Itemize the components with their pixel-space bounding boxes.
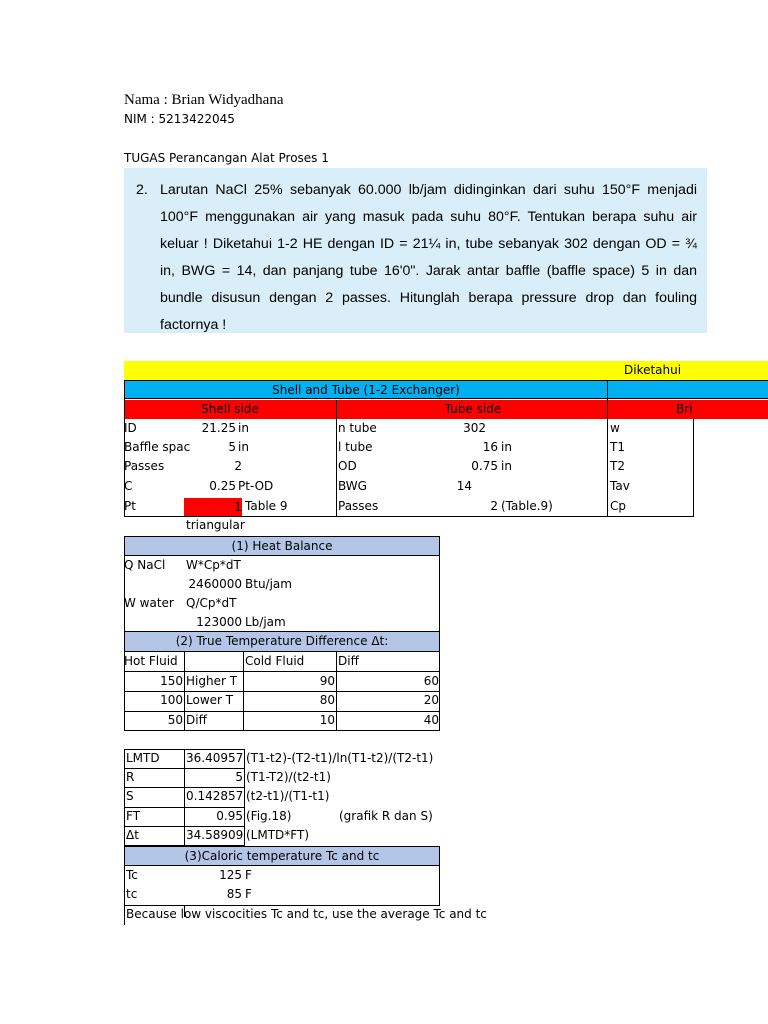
w-formula: Q/Cp*dT [186,596,237,610]
shell-unit: Table 9 [245,499,288,513]
tube-value: 16 [482,440,498,454]
problem-text: Larutan NaCl 25% sebanyak 60.000 lb/jam didinginkan dari suhu 150°F menjadi 100°F menggunakan air yang masuk pada suhu 80°F. Tentukan berapa suhu air keluar ! Diketahui 1-2 HE dengan ID = 21¼ in, tube sebanyak 302 dengan OD = ¾ in, BWG = 14, dan panjang tube 16'0". Jarak antar baffle (baffle space) 5 in dan bundle disusun dengan 2 passes. Hitunglah berapa pressure drop dan fouling factornya ! [160,182,697,333]
diketahui-bar [124,361,768,380]
tube-label: BWG [338,479,367,493]
student-name: Nama : Brian Widyadhana [124,92,284,108]
ttd-header-diff: Diff [338,654,359,668]
brine-label-row: w [610,421,620,435]
caloric-note: Because low viscocities Tc and tc, use the average Tc and tc [126,907,487,921]
q-formula: W*Cp*dT [186,558,241,572]
brine-label-row: Cp [610,499,626,513]
heat-balance-title: (1) Heat Balance [231,539,333,553]
ttd-cold: 90 [319,674,335,688]
ttd-header-cold: Cold Fluid [245,654,305,668]
lmtd-label: R [126,770,135,784]
tube-label: Passes [338,499,379,513]
ttd-diff: 60 [423,674,439,688]
w-unit: Lb/jam [245,615,286,629]
lmtd-formula: (t2-t1)/(T1-t1) [246,789,330,803]
ttd-hot: 150 [160,674,183,688]
shell-label: ID [124,421,137,435]
lmtd-value: 0.95 [216,809,243,823]
lmtd-formula: (LMTD*FT) [246,828,309,842]
caloric-header [125,847,439,866]
shell-unit: Pt-OD [238,479,274,493]
exchanger-label: Shell and Tube (1-2 Exchanger) [272,383,460,397]
student-nim: NIM : 5213422045 [124,112,235,126]
caloric-label: tc [126,887,138,901]
problem-number: 2. [136,182,148,198]
diketahui-label: Diketahui [624,363,682,377]
ttd-row-label: Lower T [186,693,234,707]
brine-label-row: T2 [610,459,625,473]
brine-label-row: T1 [610,440,625,454]
task-title: TUGAS Perancangan Alat Proses 1 [124,151,329,165]
lmtd-note: (grafik R dan S) [339,809,433,823]
w-label: W water [124,596,174,610]
lmtd-label: Δt [126,828,139,842]
tube-label: l tube [338,440,373,454]
ttd-row-label: Diff [186,713,207,727]
shell-value: 2 [234,459,242,473]
ttd-diff: 40 [423,713,439,727]
shell-value: 5 [228,440,236,454]
lmtd-value: 34.58909 [186,828,244,842]
shell-label: Pt [124,499,136,513]
caloric-value: 125 [219,868,242,882]
lmtd-value: 0.142857 [186,789,244,803]
q-value: 2460000 [188,577,242,591]
ttd-header [125,632,439,652]
shell-label: Baffle spac [124,440,191,454]
tube-unit: in [501,440,512,454]
tube-value: 14 [456,479,472,493]
q-unit: Btu/jam [245,577,292,591]
tube-label: OD [338,459,357,473]
tube-value: 2 [490,499,498,513]
tube-label: n tube [338,421,377,435]
tube-unit: (Table.9) [501,499,553,513]
lmtd-value: 5 [235,770,243,784]
ttd-hot: 100 [160,693,183,707]
lmtd-formula: (Fig.18) [246,809,292,823]
shell-value: 0.25 [209,479,236,493]
lmtd-formula: (T1-T2)/(t2-t1) [246,770,331,784]
lmtd-label: FT [126,809,141,823]
w-value: 123000 [196,615,242,629]
caloric-unit: F [245,868,252,882]
shell-unit: in [238,421,249,435]
tube-unit: in [501,459,512,473]
exchanger-bar [124,380,768,399]
shell-label: C [124,479,133,493]
ttd-title: (2) True Temperature Difference Δt: [175,634,389,648]
shell-side-label: Shell side [201,402,259,416]
caloric-title: (3)Caloric temperature Tc and tc [184,849,380,863]
lmtd-value: 36.40957 [186,751,244,765]
shell-label: Passes [124,459,165,473]
heat-balance-header [125,537,439,556]
pt-value-highlight: 1 [184,498,242,516]
sides-bar [124,400,768,419]
shell-unit: in [238,440,249,454]
shell-value: 21.25 [201,421,236,435]
ttd-hot: 50 [167,713,183,727]
lmtd-label: S [126,789,134,803]
ttd-diff: 20 [423,693,439,707]
tube-value: 0.75 [471,459,498,473]
triangular-note: triangular [186,518,245,532]
ttd-cold: 10 [319,713,335,727]
caloric-unit: F [245,887,252,901]
caloric-label: Tc [126,868,138,882]
lmtd-label: LMTD [126,751,160,765]
ttd-cold: 80 [319,693,335,707]
ttd-header-hot: Hot Fluid [124,654,178,668]
lmtd-formula: (T1-t2)-(T2-t1)/ln(T1-t2)/(T2-t1) [246,751,434,765]
brine-label: Bri [676,402,693,416]
caloric-value: 85 [226,887,242,901]
q-label: Q NaCl [124,558,166,572]
tube-value: 302 [463,421,486,435]
tube-side-label: Tube side [444,402,502,416]
problem-statement [124,168,707,333]
brine-label-row: Tav [610,479,630,493]
ttd-row-label: Higher T [186,674,238,688]
